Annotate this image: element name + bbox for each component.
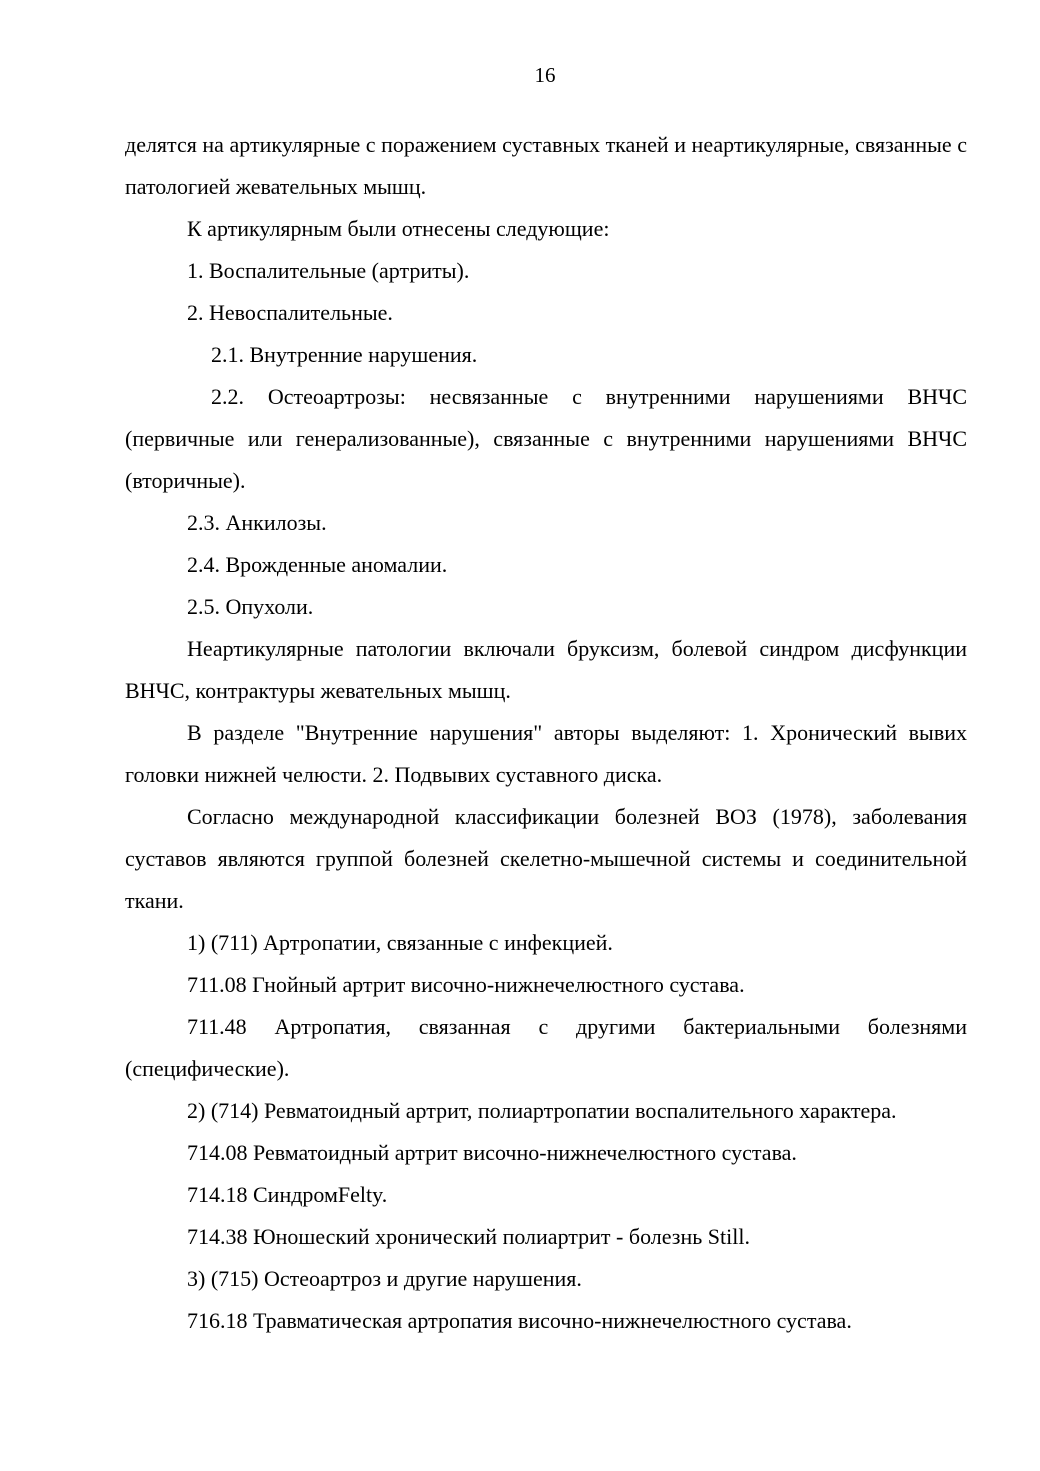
paragraph-articular-heading: К артикулярным были отнесены следующие: [187, 216, 610, 241]
code-item-716-18: 716.18 Травматическая артропатия височно-нижнечелюстного сустава. [187, 1308, 852, 1333]
code-item-711-48: 711.48 Артропатия, связанная с другими бактериальными болезнями (специфические). [125, 1014, 967, 1081]
paragraph-internal-section: В разделе "Внутренние нарушения" авторы выделяют: 1. Хронический вывих головки нижней челюсти. 2. Подвывих суставного диска. [125, 720, 967, 787]
list-item-inflammatory: 1. Воспалительные (артриты). [187, 258, 470, 283]
page-number: 16 [534, 63, 556, 87]
code-item-711-08: 711.08 Гнойный артрит височно-нижнечелюстного сустава. [187, 972, 745, 997]
code-item-714-18: 714.18 СиндромFelty. [187, 1182, 388, 1207]
list-item-tumors: 2.5. Опухоли. [187, 594, 314, 619]
code-item-711: 1) (711) Артропатии, связанные с инфекцией. [187, 930, 613, 955]
code-item-714-08: 714.08 Ревматоидный артрит височно-нижнечелюстного сустава. [187, 1140, 797, 1165]
paragraph-intro: делятся на артикулярные с поражением суставных тканей и неартикулярные, связанные с патологией жевательных мышц. [125, 132, 967, 199]
paragraph-nonarticular: Неартикулярные патологии включали бруксизм, болевой синдром дисфункции ВНЧС, контрактуры жевательных мышц. [125, 636, 967, 703]
list-item-ankylosis: 2.3. Анкилозы. [187, 510, 327, 535]
code-item-714-38: 714.38 Юношеский хронический полиартрит - болезнь Still. [187, 1224, 750, 1249]
list-item-noninflammatory: 2. Невоспалительные. [187, 300, 393, 325]
code-item-715: 3) (715) Остеоартроз и другие нарушения. [187, 1266, 582, 1291]
code-item-714: 2) (714) Ревматоидный артрит, полиартропатии воспалительного характера. [187, 1098, 897, 1123]
paragraph-who-classification: Согласно международной классификации болезней ВОЗ (1978), заболевания суставов являются группой болезней скелетно-мышечной системы и соединительной ткани. [125, 804, 967, 913]
list-item-osteoarthrosis: 2.2. Остеоартрозы: несвязанные с внутренними нарушениями ВНЧС (первичные или генерализованные), связанные с внутренними нарушениями ВНЧС (вторичные). [125, 384, 967, 493]
list-item-internal-disorders: 2.1. Внутренние нарушения. [211, 342, 478, 367]
list-item-congenital: 2.4. Врожденные аномалии. [187, 552, 448, 577]
document-body [125, 124, 967, 1342]
